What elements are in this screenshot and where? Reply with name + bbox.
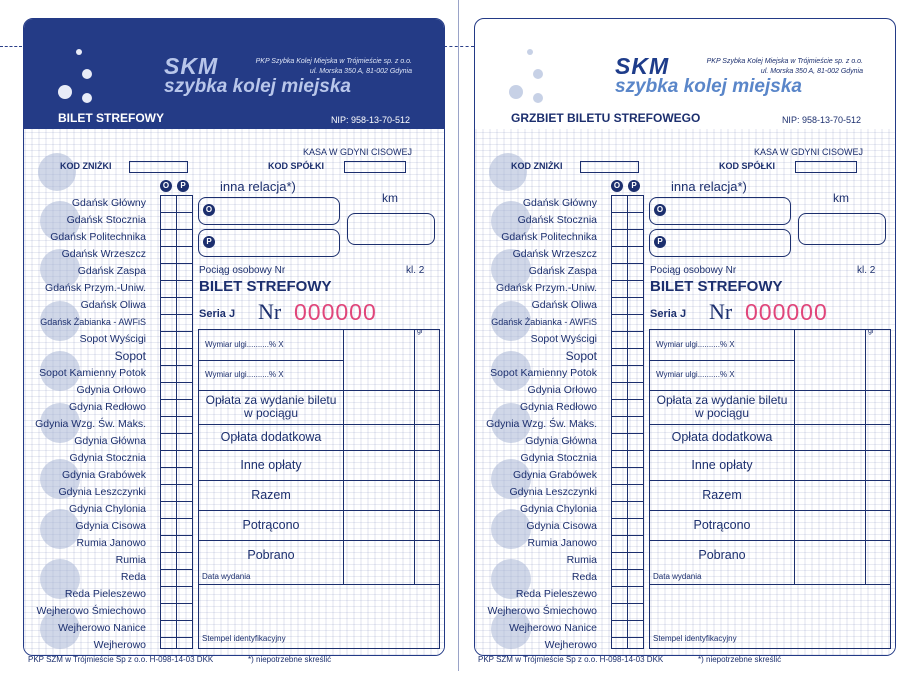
kod-spolki-boxes: [344, 161, 406, 173]
station-item: Rumia Janowo: [527, 537, 597, 549]
inne-oplaty-label: Inne opłaty: [240, 458, 302, 472]
wymiar-ulgi-1: Wymiar ulgi..........% X: [205, 340, 284, 349]
station-item: Wejherowo: [93, 639, 146, 651]
station-item: Wejherowo: [544, 639, 597, 651]
stempel-label: Stempel identyfikacyjny: [202, 634, 286, 643]
razem-label: Razem: [702, 488, 742, 502]
ticket-title: GRZBIET BILETU STREFOWEGO: [511, 111, 701, 125]
station-item: Gdynia Leszczynki: [509, 486, 597, 498]
oplata-wydanie-label: Opłata za wydanie biletu w pociągu: [205, 393, 337, 420]
logo-bubble: [82, 93, 92, 103]
station-item: Reda: [120, 571, 146, 583]
logo-bubble: [527, 49, 533, 55]
station-item: Gdynia Wzg. Św. Maks.: [486, 418, 597, 430]
footer-print-info-right: PKP SZM w Trójmieście Sp z o.o. H-098-14-03 DKK: [478, 655, 664, 664]
station-item: Reda Pieleszewo: [515, 588, 597, 600]
ticket-number: 000000: [745, 299, 828, 325]
station-item: Gdańsk Politechnika: [50, 231, 146, 243]
station-item: Sopot Wyścigi: [79, 333, 146, 345]
station-item: Gdańsk Zaspa: [77, 265, 146, 277]
company-street: ul. Morska 350 A, 81-002 Gdynia: [309, 68, 412, 75]
bilet-strefowy-heading: BILET STREFOWY: [650, 278, 783, 295]
station-item: Gdynia Cisowa: [526, 520, 597, 532]
nr-label: Nr: [709, 299, 733, 324]
p-marker: P: [177, 180, 189, 192]
data-wydania-label: Data wydania: [202, 572, 251, 581]
station-item: Sopot Wyścigi: [530, 333, 597, 345]
station-item: Gdańsk Żabianka - AWFiS: [40, 317, 146, 327]
nip-number: NIP: 958-13-70-512: [330, 115, 410, 125]
inna-relacja-label: inna relacja*): [220, 179, 296, 194]
station-item: Wejherowo Nanice: [58, 622, 146, 634]
skm-logo-subtitle: szybka kolej miejska: [615, 76, 802, 97]
station-item: Gdynia Cisowa: [75, 520, 146, 532]
station-item: Gdańsk Przym.-Uniw.: [45, 282, 146, 294]
station-grid: [160, 195, 193, 649]
origin-marker: O: [203, 204, 215, 216]
nip-number: NIP: 958-13-70-512: [781, 115, 861, 125]
station-item: Gdańsk Politechnika: [501, 231, 597, 243]
station-item: Gdynia Chylonia: [68, 503, 146, 515]
logo-bubble: [82, 69, 92, 79]
station-item: Gdynia Stocznia: [69, 452, 146, 464]
origin-field[interactable]: [649, 197, 791, 225]
inne-oplaty-label: Inne opłaty: [691, 458, 753, 472]
stempel-label: Stempel identyfikacyjny: [653, 634, 737, 643]
station-item: Wejherowo Śmiechowo: [487, 605, 597, 617]
seria-label: Seria J: [199, 308, 236, 320]
station-item: Wejherowo Nanice: [509, 622, 597, 634]
fare-table: [649, 329, 891, 649]
kod-spolki-label: KOD SPÓŁKI: [268, 161, 325, 171]
kod-spolki-label: KOD SPÓŁKI: [719, 161, 776, 171]
klasa-label: kl. 2: [857, 265, 876, 276]
fare-table: [198, 329, 440, 649]
station-item: Gdynia Chylonia: [519, 503, 597, 515]
station-item: Gdynia Redłowo: [68, 401, 146, 413]
station-item: Gdańsk Stocznia: [517, 214, 597, 226]
cut-line-left: [0, 46, 22, 47]
pociag-label: Pociąg osobowy Nr: [199, 265, 286, 276]
station-item: Gdynia Grabówek: [61, 469, 146, 481]
destination-marker: P: [654, 236, 666, 248]
destination-field[interactable]: [649, 229, 791, 257]
company-street: ul. Morska 350 A, 81-002 Gdynia: [760, 68, 863, 75]
station-item: Gdańsk Stocznia: [66, 214, 146, 226]
station-item: Gdynia Główna: [74, 435, 146, 447]
station-item: Gdynia Stocznia: [520, 452, 597, 464]
nr-label: Nr: [258, 299, 282, 324]
station-item: Rumia: [566, 554, 597, 566]
skm-logo: SKM: [615, 53, 670, 79]
destination-marker: P: [203, 236, 215, 248]
o-marker: O: [611, 180, 623, 192]
skm-logo: SKM: [164, 53, 219, 79]
origin-marker: O: [654, 204, 666, 216]
station-item: Gdańsk Główny: [71, 197, 146, 209]
kod-znizki-label: KOD ZNIŻKI: [60, 161, 112, 171]
station-item: Gdynia Redłowo: [519, 401, 597, 413]
p-marker: P: [628, 180, 640, 192]
station-item: Gdańsk Oliwa: [80, 299, 146, 311]
station-item: Gdańsk Wrzeszcz: [512, 248, 597, 260]
razem-label: Razem: [251, 488, 291, 502]
station-item: Gdynia Orłowo: [527, 384, 597, 396]
wymiar-ulgi-1: Wymiar ulgi..........% X: [656, 340, 735, 349]
fold-guide: [458, 0, 459, 671]
decor-circle: [38, 153, 76, 191]
company-address: [256, 57, 412, 77]
station-item: Gdynia Główna: [525, 435, 597, 447]
potracono-label: Potrącono: [693, 518, 751, 532]
company-address: [707, 57, 863, 77]
km-field[interactable]: [798, 213, 886, 245]
km-field[interactable]: [347, 213, 435, 245]
station-item: Rumia: [115, 554, 146, 566]
kod-znizki-boxes: [129, 161, 188, 173]
ticket-number: 000000: [294, 299, 377, 325]
kasa-label: KASA W GDYNI CISOWEJ: [753, 147, 863, 157]
station-item: Gdańsk Żabianka - AWFiS: [491, 317, 597, 327]
potracono-label: Potrącono: [242, 518, 300, 532]
km-label: km: [382, 191, 398, 205]
ticket-right: [474, 18, 896, 656]
decor-circle: [40, 509, 80, 549]
pobrano-label: Pobrano: [247, 548, 295, 562]
station-item: Gdynia Leszczynki: [58, 486, 146, 498]
wymiar-ulgi-2: Wymiar ulgi..........% X: [205, 370, 284, 379]
decor-circle: [491, 509, 531, 549]
station-item: Sopot: [114, 349, 146, 363]
kasa-label: KASA W GDYNI CISOWEJ: [302, 147, 412, 157]
logo-bubble: [533, 93, 543, 103]
oplata-dodatkowa-label: Opłata dodatkowa: [671, 430, 773, 444]
kod-spolki-boxes: [795, 161, 857, 173]
station-grid: [611, 195, 644, 649]
station-item: Gdańsk Wrzeszcz: [61, 248, 146, 260]
station-item: Sopot: [565, 349, 597, 363]
bilet-strefowy-heading: BILET STREFOWY: [199, 278, 332, 295]
gr-label: gr: [868, 328, 875, 335]
station-item: Sopot Kamienny Potok: [490, 367, 597, 379]
station-item: Wejherowo Śmiechowo: [36, 605, 146, 617]
wymiar-ulgi-2: Wymiar ulgi..........% X: [656, 370, 735, 379]
station-item: Gdynia Grabówek: [512, 469, 597, 481]
station-item: Gdańsk Oliwa: [531, 299, 597, 311]
station-item: Sopot Kamienny Potok: [39, 367, 146, 379]
km-label: km: [833, 191, 849, 205]
logo-bubble: [509, 85, 523, 99]
origin-field[interactable]: [198, 197, 340, 225]
oplata-wydanie-label: Opłata za wydanie biletu w pociągu: [656, 393, 788, 420]
o-marker: O: [160, 180, 172, 192]
gr-label: gr: [417, 328, 424, 335]
oplata-dodatkowa-label: Opłata dodatkowa: [220, 430, 322, 444]
station-item: Gdańsk Zaspa: [528, 265, 597, 277]
kod-znizki-boxes: [580, 161, 639, 173]
klasa-label: kl. 2: [406, 265, 425, 276]
footer-print-info-left: PKP SZM w Trójmieście Sp z o.o. H-098-14-03 DKK: [28, 655, 214, 664]
company-name: PKP Szybka Kolej Miejska w Trójmieście sp. z o.o.: [255, 58, 412, 65]
logo-bubble: [58, 85, 72, 99]
footer-note-right: *) niepotrzebne skreślić: [698, 655, 782, 664]
destination-field[interactable]: [198, 229, 340, 257]
pobrano-label: Pobrano: [698, 548, 746, 562]
data-wydania-label: Data wydania: [653, 572, 702, 581]
logo-bubble: [76, 49, 82, 55]
decor-circle: [489, 153, 527, 191]
logo-bubble: [533, 69, 543, 79]
title-bar: [475, 107, 895, 129]
station-item: Reda: [571, 571, 597, 583]
skm-logo-subtitle: szybka kolej miejska: [164, 76, 351, 97]
footer-note-left: *) niepotrzebne skreślić: [248, 655, 332, 664]
pociag-label: Pociąg osobowy Nr: [650, 265, 737, 276]
company-name: PKP Szybka Kolej Miejska w Trójmieście sp. z o.o.: [706, 58, 863, 65]
station-item: Gdańsk Przym.-Uniw.: [496, 282, 597, 294]
station-item: Gdańsk Główny: [522, 197, 597, 209]
seria-label: Seria J: [650, 308, 687, 320]
title-bar: [24, 107, 444, 129]
ticket-left: [23, 18, 445, 656]
station-item: Reda Pieleszewo: [64, 588, 146, 600]
inna-relacja-label: inna relacja*): [671, 179, 747, 194]
station-item: Gdynia Wzg. Św. Maks.: [35, 418, 146, 430]
ticket-title: BILET STREFOWY: [58, 111, 164, 125]
kod-znizki-label: KOD ZNIŻKI: [511, 161, 563, 171]
cut-line-middle: [444, 46, 474, 47]
station-item: Gdynia Orłowo: [76, 384, 146, 396]
station-item: Rumia Janowo: [76, 537, 146, 549]
